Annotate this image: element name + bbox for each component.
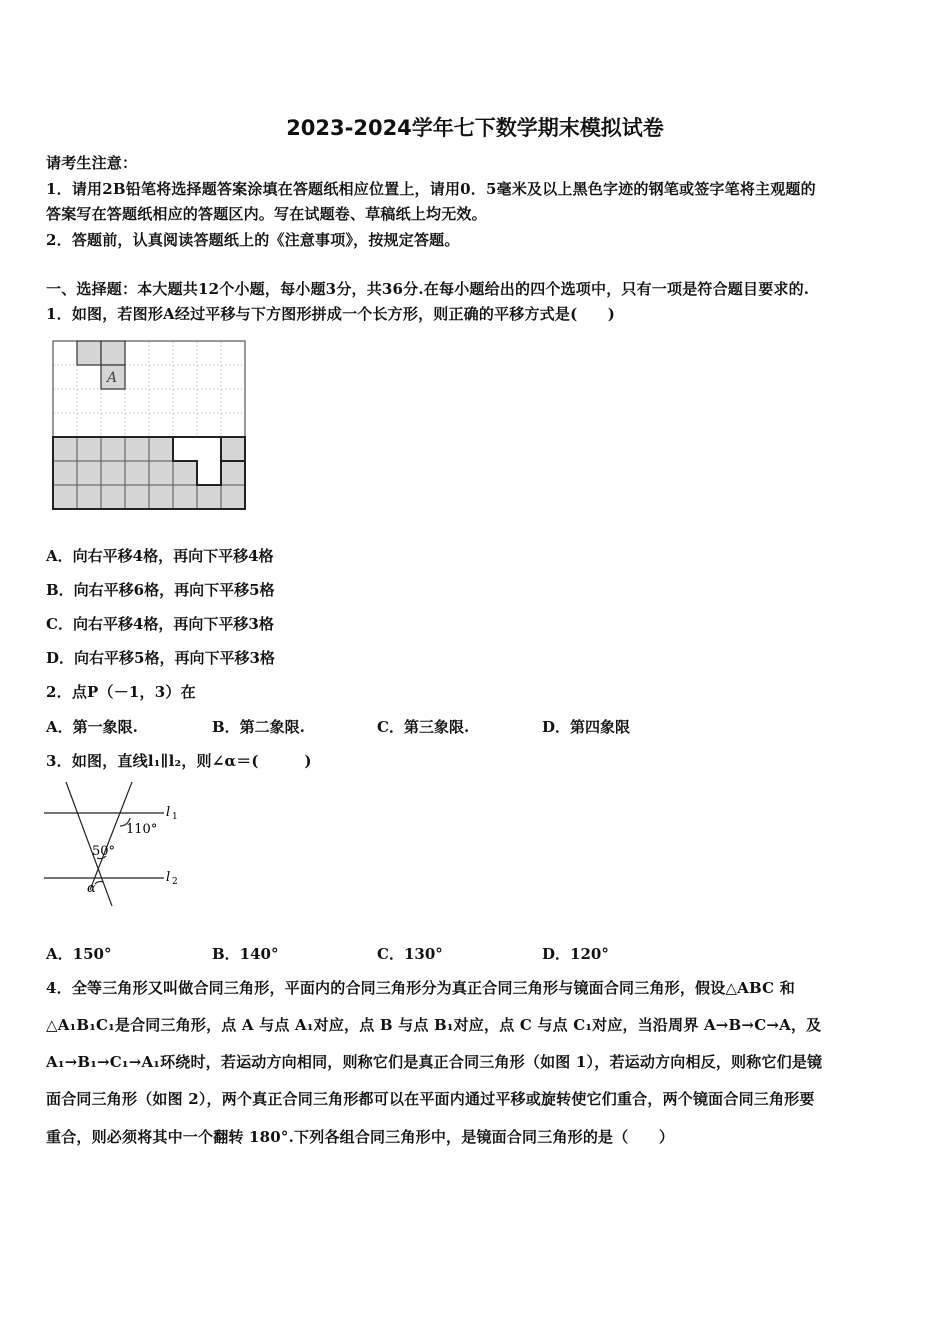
q4-line-2: △A₁B₁C₁是合同三角形，点 A 与点 A₁对应，点 B 与点 B₁对应，点 C 与点 C₁对应，当沿周界 A→B→C→A，及 <box>46 1016 822 1034</box>
label-l2-sub: 2 <box>172 877 178 887</box>
label-l1-sub: 1 <box>172 812 178 822</box>
label-l1: l <box>166 805 171 820</box>
q1-option-c: C．向右平移4格，再向下平移3格 <box>46 615 274 633</box>
angle-110-label: 110° <box>126 822 158 837</box>
q1-stem: 1．如图，若图形A经过平移与下方图形拼成一个长方形，则正确的平移方式是( ) <box>46 305 616 323</box>
q2-option-c: C．第三象限. <box>377 718 470 736</box>
angle-50-label: 50° <box>92 844 116 859</box>
q4-line-5: 重合，则必须将其中一个翻转 180°.下列各组合同三角形中，是镜面合同三角形的是（ ） <box>46 1128 675 1146</box>
q1-option-a: A．向右平移4格，再向下平移4格 <box>46 547 274 565</box>
notice-line-1b: 答案写在答题纸相应的答题区内。写在试题卷、草稿纸上均无效。 <box>46 205 487 223</box>
shape-a-cell <box>101 341 125 365</box>
q4-line-4: 面合同三角形（如图 2），两个真正合同三角形都可以在平面内通过平移或旋转使它们重合，两个镜面合同三角形要 <box>46 1090 815 1108</box>
q3-option-d: D．120° <box>542 945 609 963</box>
q2-option-b: B．第二象限. <box>212 718 305 736</box>
q3-option-a: A．150° <box>46 945 112 963</box>
q2-option-a: A．第一象限. <box>46 718 138 736</box>
q1-option-b: B．向右平移6格，再向下平移5格 <box>46 581 275 599</box>
q3-option-b: B．140° <box>212 945 279 963</box>
q2-stem: 2．点P（－1，3）在 <box>46 683 196 701</box>
shape-a-cell <box>77 341 101 365</box>
q3-option-c: C．130° <box>377 945 443 963</box>
q3-stem: 3．如图，直线l₁∥l₂，则∠α＝( ) <box>46 752 312 770</box>
q3-parallel-lines-figure <box>40 776 190 910</box>
notice-heading: 请考生注意： <box>46 154 138 172</box>
q1-grid-figure <box>50 338 250 514</box>
notice-line-2: 2．答题前，认真阅读答题纸上的《注意事项》，按规定答题。 <box>46 231 460 249</box>
shape-a-label: A <box>107 370 118 386</box>
q2-option-d: D．第四象限 <box>542 718 631 736</box>
q4-line-3: A₁→B₁→C₁→A₁环绕时，若运动方向相同，则称它们是真正合同三角形（如图 1），若运动方向相反，则称它们是镜 <box>46 1053 823 1071</box>
section-heading: 一、选择题：本大题共12个小题，每小题3分，共36分.在每小题给出的四个选项中，只有一项是符合题目要求的. <box>46 280 810 298</box>
q4-line-1: 4．全等三角形又叫做合同三角形，平面内的合同三角形分为真正合同三角形与镜面合同三角形，假设△ABC 和 <box>46 979 795 997</box>
notice-line-1a: 1．请用2B铅笔将选择题答案涂填在答题纸相应位置上，请用0．5毫米及以上黑色字迹的钢笔或签字笔将主观题的 <box>46 180 816 198</box>
angle-alpha-label: α <box>87 881 96 896</box>
q1-option-d: D．向右平移5格，再向下平移3格 <box>46 649 275 667</box>
page-title: 2023-2024学年七下数学期末模拟试卷 <box>286 116 664 140</box>
label-l2: l <box>166 870 171 885</box>
